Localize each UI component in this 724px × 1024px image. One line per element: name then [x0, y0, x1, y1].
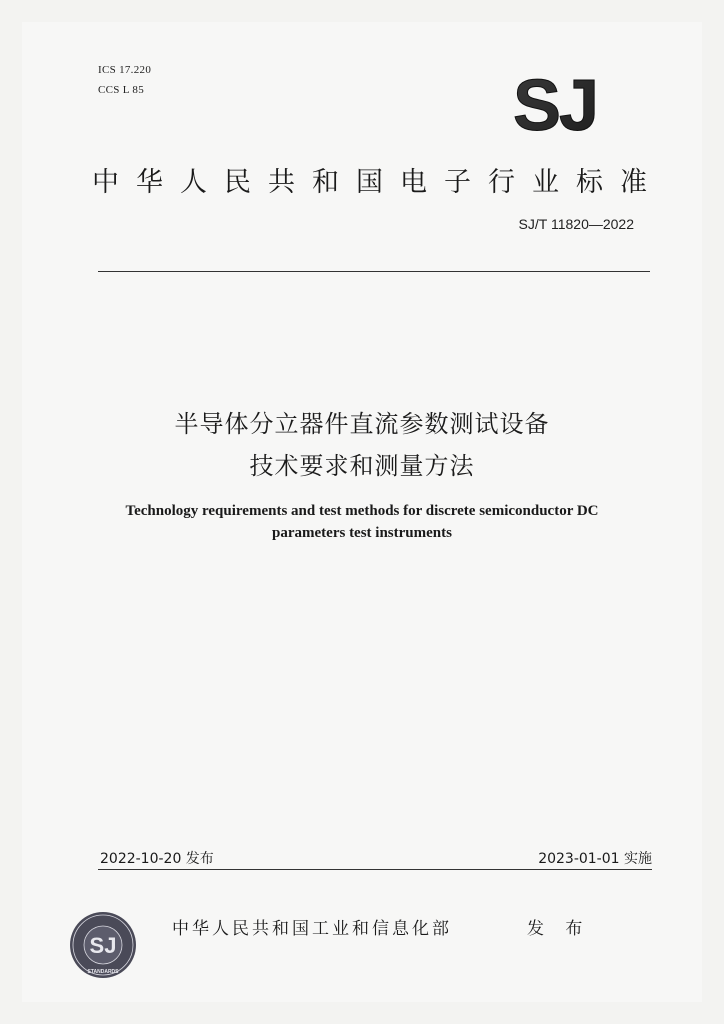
- seal-bottom-text: STANDARDS: [87, 969, 119, 975]
- sj-logo: [505, 72, 605, 138]
- seal-text: SJ: [89, 933, 117, 958]
- document-title-cn-line2: 技术要求和测量方法: [249, 452, 475, 480]
- issue-date: 2022-10-20 发布: [100, 851, 214, 867]
- document-title-cn-line1: 半导体分立器件直流参数测试设备: [174, 410, 550, 438]
- document-title-en-line1: Technology requirements and test methods for discrete semiconductor DC: [125, 503, 599, 519]
- ccs-code: CCS L 85: [98, 84, 145, 96]
- standard-code: SJ/T 11820—2022: [518, 216, 634, 232]
- effective-date: 2023-01-01 实施: [538, 851, 652, 867]
- ics-code: ICS 17.220: [98, 64, 152, 76]
- standard-type-title: 中华人民共和国电子行业标准: [92, 167, 664, 198]
- issuing-authority: 中华人民共和国工业和信息化部: [172, 919, 452, 939]
- footer-divider: [98, 869, 652, 870]
- document-title-en-line2: parameters test instruments: [272, 525, 452, 541]
- sj-standards-seal: [68, 910, 138, 980]
- issue-label: 发 布: [527, 919, 591, 939]
- header-divider: [98, 271, 650, 272]
- sj-logo-text: SJ: [512, 72, 598, 138]
